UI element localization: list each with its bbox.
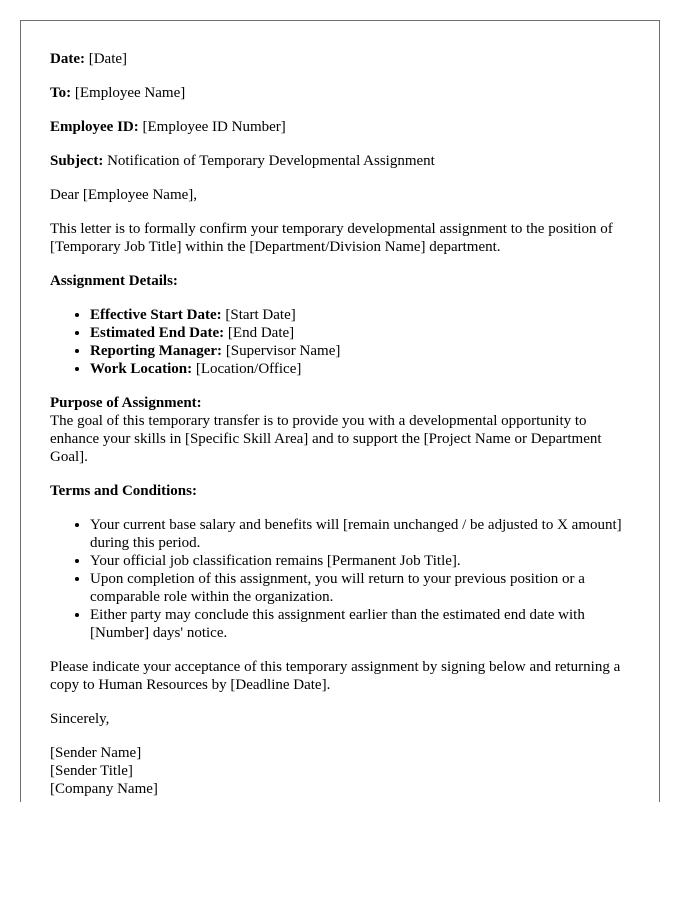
assignment-details-list	[50, 306, 631, 378]
work-location-value: [Location/Office]	[195, 361, 302, 377]
to-label: To:	[50, 85, 72, 101]
reporting-manager-value: [Supervisor Name]	[225, 343, 341, 359]
terms-heading: Terms and Conditions:	[50, 483, 197, 499]
acceptance-paragraph: Please indicate your acceptance of this temporary assignment by signing below and returning a copy to Human Resources by [Deadline Date].	[50, 659, 621, 693]
list-item: • Either party may conclude this assignment earlier than the estimated end date with [Number] days' notice.	[90, 606, 631, 642]
sender-name: [Sender Name]	[50, 745, 142, 761]
employee-id-line	[50, 118, 631, 136]
list-item	[90, 324, 631, 342]
start-date-label: Effective Start Date:	[90, 307, 222, 323]
assignment-details-heading: Assignment Details:	[50, 273, 178, 289]
subject-label: Subject:	[50, 153, 104, 169]
valediction: Sincerely,	[50, 711, 110, 727]
start-date-value: [Start Date]	[225, 307, 296, 323]
salutation: Dear [Employee Name],	[50, 187, 198, 203]
work-location-label: Work Location:	[90, 361, 193, 377]
sender-title: [Sender Title]	[50, 763, 133, 779]
subject-line	[50, 152, 631, 170]
employee-id-value: [Employee ID Number]	[142, 119, 286, 135]
terms-list	[50, 516, 631, 642]
purpose-paragraph: The goal of this temporary transfer is to provide you with a developmental opportunity to enhance your skills in [Specific Skill Area] and to support the [Project Name or Department Goal].	[50, 413, 602, 465]
end-date-label: Estimated End Date:	[90, 325, 225, 341]
end-date-value: [End Date]	[227, 325, 295, 341]
list-item: • Your official job classification remains [Permanent Job Title].	[90, 552, 631, 570]
company-name: [Company Name]	[50, 781, 158, 797]
signature-block	[50, 744, 631, 798]
list-item: • Upon completion of this assignment, you will return to your previous position or a comparable role within the organization.	[90, 570, 631, 606]
list-item: • Your current base salary and benefits will [remain unchanged / be adjusted to X amount] during this period.	[90, 516, 631, 552]
list-item	[90, 306, 631, 324]
to-value: [Employee Name]	[74, 85, 186, 101]
intro-paragraph: This letter is to formally confirm your temporary developmental assignment to the position of [Temporary Job Title] within the [Department/Division Name] department.	[50, 221, 613, 255]
date-label: Date:	[50, 51, 85, 67]
employee-id-label: Employee ID:	[50, 119, 139, 135]
to-line	[50, 84, 631, 102]
date-value: [Date]	[88, 51, 128, 67]
reporting-manager-label: Reporting Manager:	[90, 343, 223, 359]
purpose-heading: Purpose of Assignment:	[50, 395, 202, 411]
subject-value: Notification of Temporary Developmental Assignment	[107, 153, 435, 169]
list-item	[90, 342, 631, 360]
date-line	[50, 50, 631, 68]
letter-document	[20, 20, 660, 802]
list-item	[90, 360, 631, 378]
